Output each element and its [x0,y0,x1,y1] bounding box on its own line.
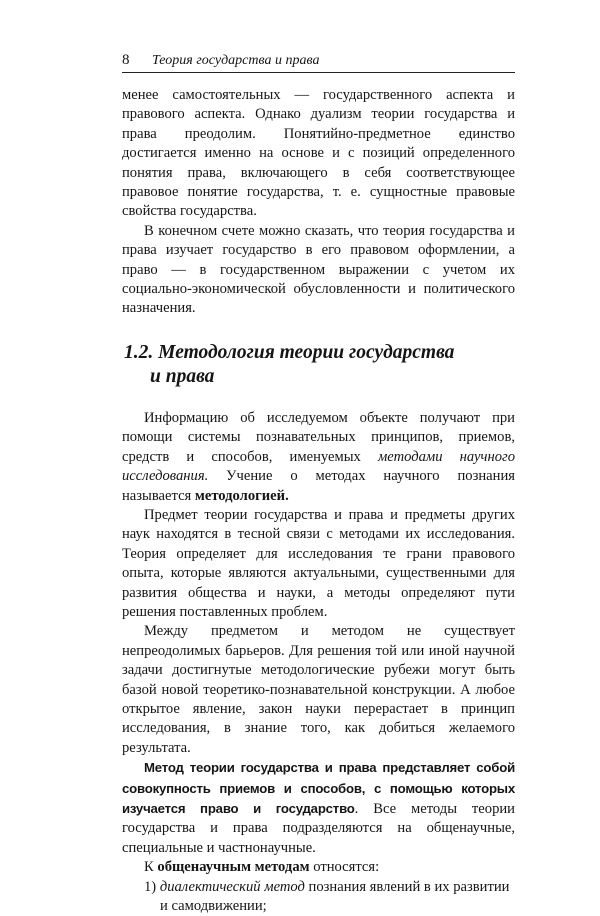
para7-text-c: относятся: [309,859,380,876]
term-dialectical-method: диалектический метод [159,878,305,895]
page-number: 8 [122,52,130,68]
list-item-number: 1) [144,878,160,895]
para3-text-a: Информацию об исследуемом объекте получают при помощи системы познавательных принципов, приемов, средств и способов, именуемых [122,409,515,465]
section-number: 1.2. [124,341,154,363]
list-item-text: познания явлений в их развитии [304,878,510,895]
paragraph-general-methods [122,858,515,877]
term-general-scientific-methods: общенаучным методам [157,859,310,876]
term-methodology: методологией. [194,487,289,504]
page-body [122,86,515,916]
running-title: Теория государства и права [152,53,320,68]
term-methods-of-research: методами научного исследования. [122,448,515,485]
paragraph-conclusion: В конечном счете можно сказать, что теория государства и права изучает государство в его правовом оформлении, а право — в государственном выражении с учетом их социально-экономической обусловленности и политического назначения. [122,222,515,317]
para3-text-c: Учение о методах научного познания называется [122,468,515,504]
running-header [122,50,515,73]
para7-text-a: К [144,859,158,876]
section-heading [122,341,515,389]
paragraph-subject-and-methods: Предмет теории государства и права и предметы других наук находятся в тесной связи с методами их исследования. Теория определяет для исследования те грани правового опыта, которые являются актуальными, существенными для развития общества и науки, а методы определяют пути решения поставленных проблем. [122,506,515,620]
para6-text-b: . Все методы теории государства и права подразделяются на общенаучные, специальные и частнонаучные. [122,801,515,856]
paragraph-continuation: менее самостоятельных — государственного аспекта и правового аспекта. Однако дуализм теории государства и права преодолим. Понятийно-предметное единство достигается именно на основе и с позиций определенного понятия права, включающего в себя соответствующее правовое понятие государства, т. е. сущностные правовые свойства государства. [122,87,515,220]
list-item-continuation: и самодвижении; [160,898,267,915]
list-item [122,878,515,916]
paragraph-methods-intro [122,409,515,506]
section-title-line-1: Методология теории государства [158,341,455,363]
section-title-line-2: и права [150,365,215,387]
method-definition-bold: Метод теории государства и права представляет собой совокупность приемов и способов, с помощью которых изучается право и государство [122,760,515,816]
paragraph-no-barriers: Между предметом и методом не существует непреодолимых барьеров. Для решения той или иной научной задачи достигнутые методологические рубежи могут быть базой новой теоретико-познавательной конструкции. А любое открытое явление, закон науки перерастает в принцип исследования, в знание того, как добиться желаемого результата. [122,623,515,756]
paragraph-method-definition [122,758,515,858]
